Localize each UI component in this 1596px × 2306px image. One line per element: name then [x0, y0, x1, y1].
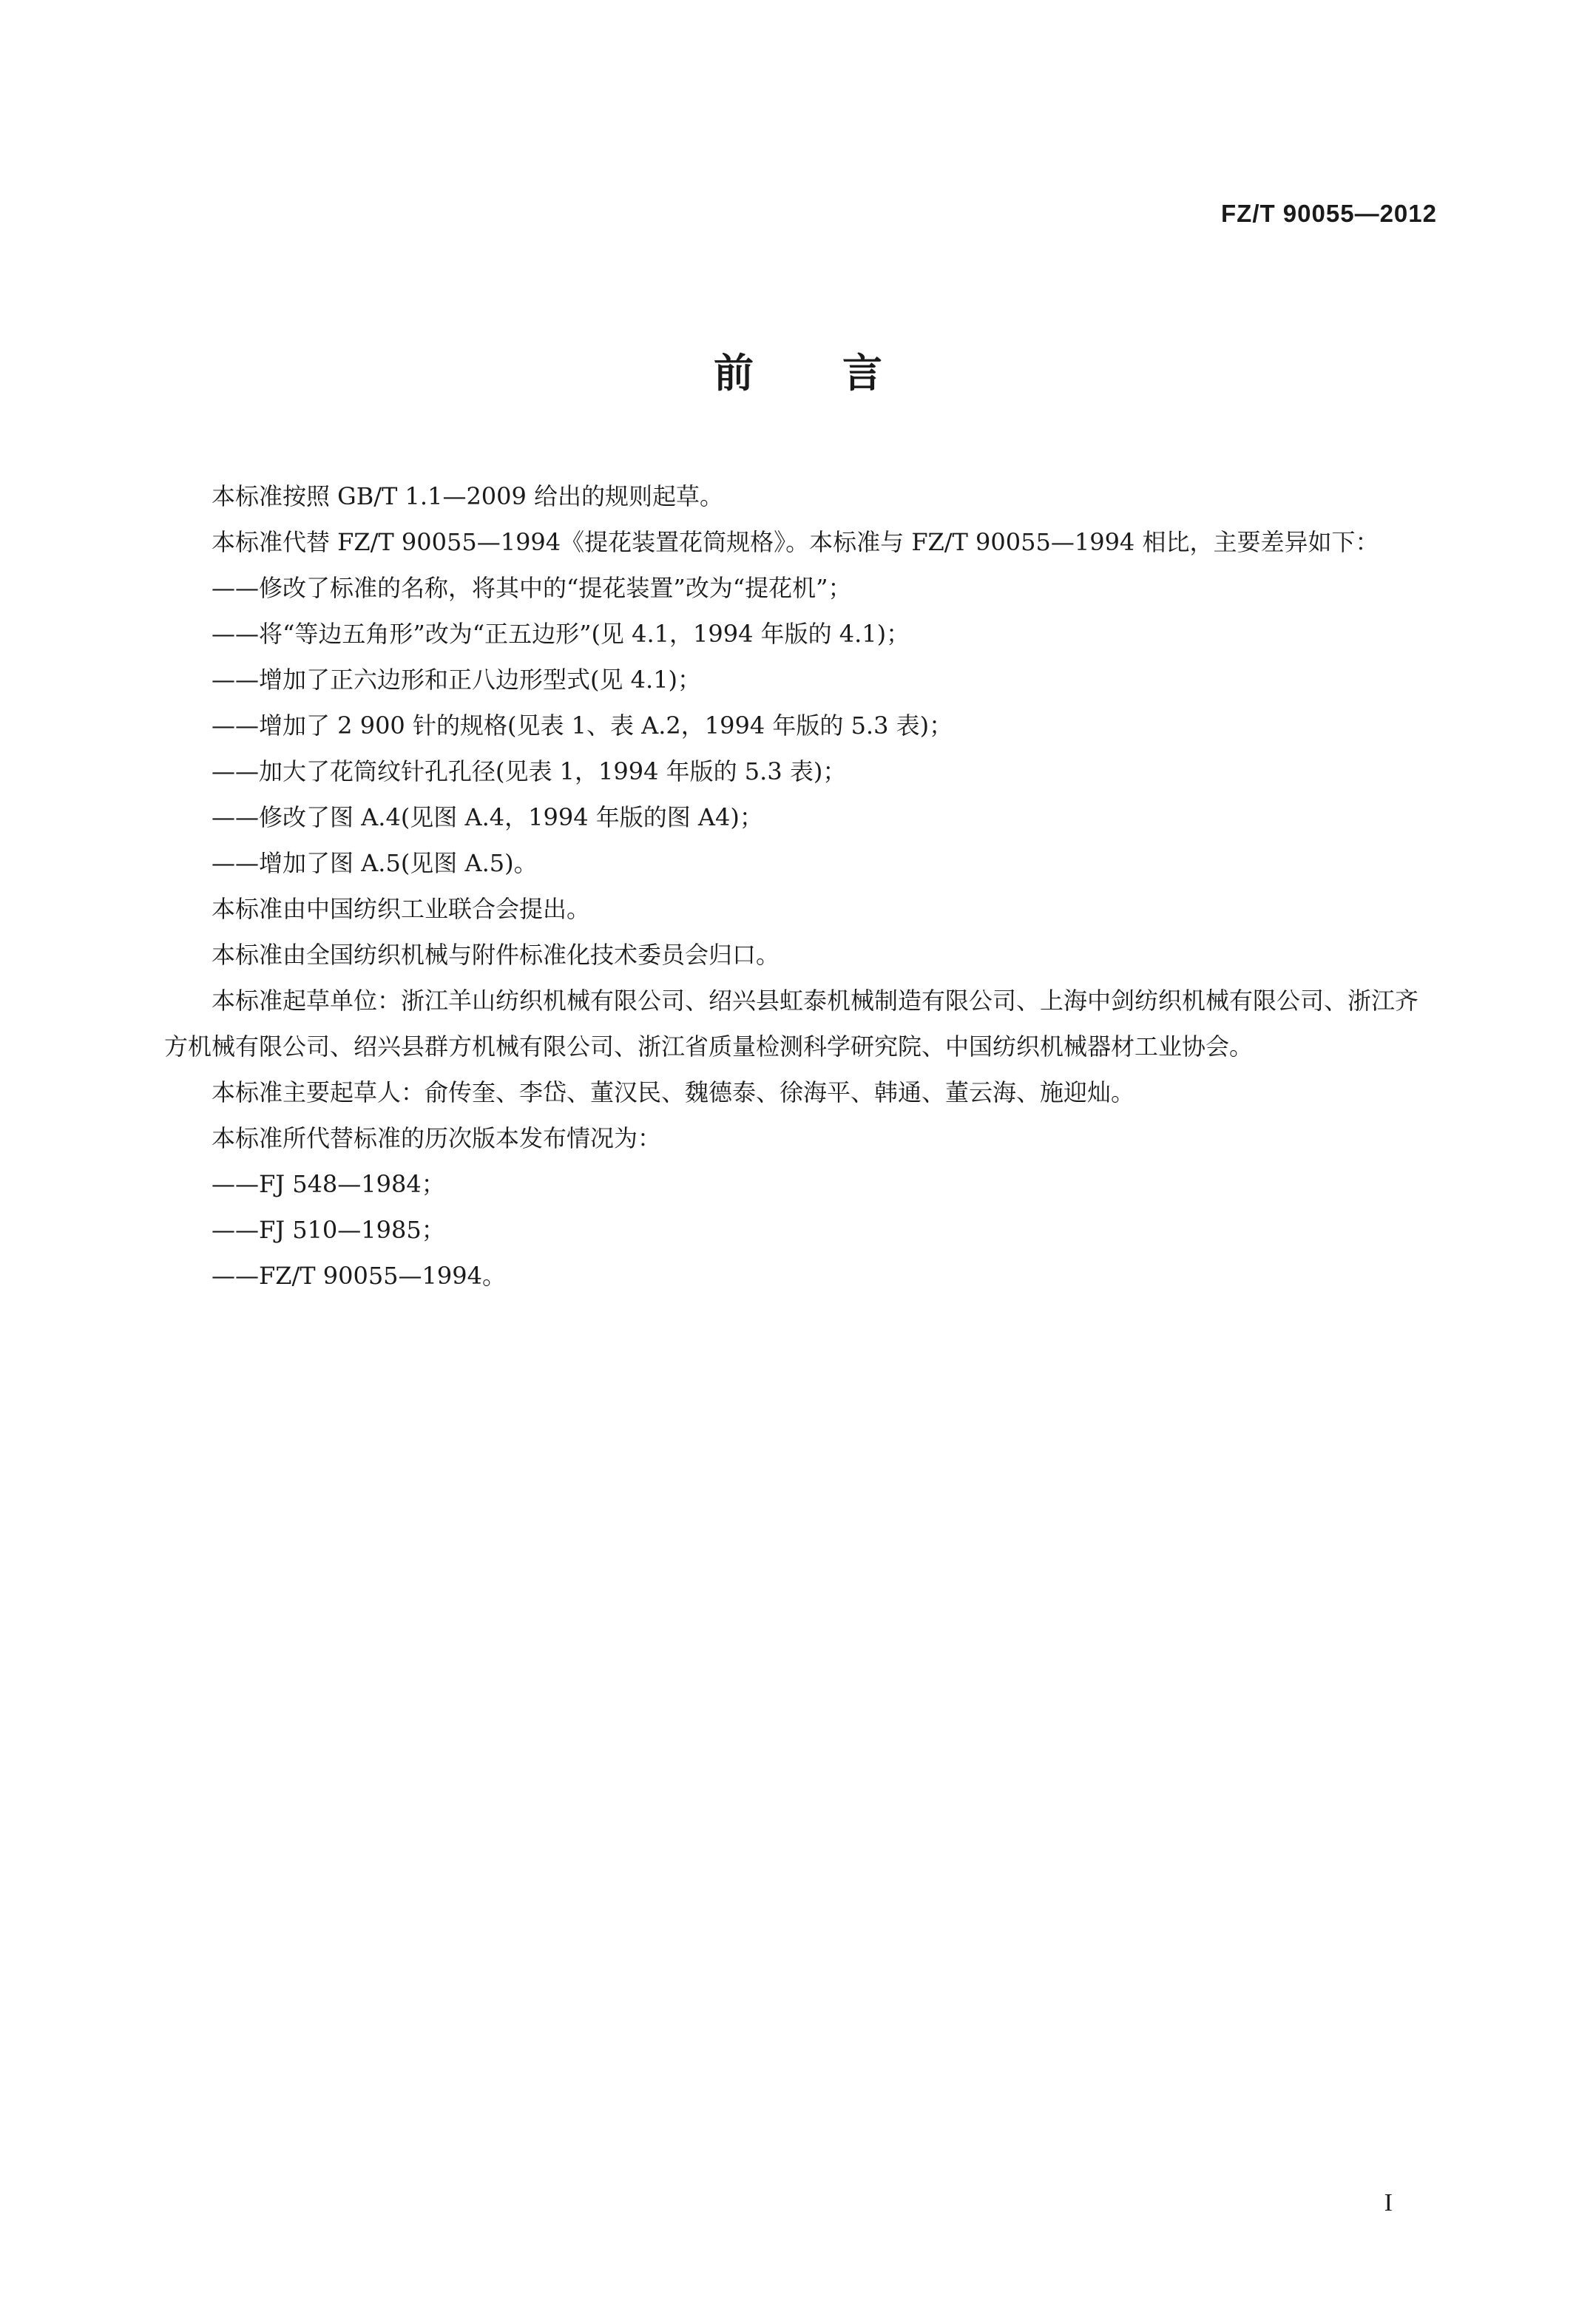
change-item-5: ——加大了花筒纹针孔孔径(见表 1，1994 年版的 5.3 表)；: [212, 757, 847, 785]
paragraph-proposer: 本标准由中国纺织工业联合会提出。: [212, 895, 591, 923]
change-item-3: ——增加了正六边形和正八边形型式(见 4.1)；: [212, 666, 702, 694]
paragraph-history-intro: 本标准所代替标准的历次版本发布情况为：: [212, 1124, 662, 1152]
history-item-2: ——FJ 510—1985；: [212, 1216, 445, 1244]
foreword-body: [164, 473, 1438, 1299]
change-item-6: ——修改了图 A.4(见图 A.4，1994 年版的图 A4)；: [212, 803, 763, 831]
standard-code: FZ/T 90055—2012: [1221, 200, 1437, 227]
change-item-4: ——增加了 2 900 针的规格(见表 1、表 A.2，1994 年版的 5.3 表)；: [212, 711, 953, 740]
history-item-1: ——FJ 548—1984；: [212, 1170, 445, 1198]
change-item-2: ——将“等边五角形”改为“正五边形”(见 4.1，1994 年版的 4.1)；: [212, 620, 910, 648]
paragraph-centralized: 本标准由全国纺织机械与附件标准化技术委员会归口。: [212, 941, 780, 969]
paragraph-replacement: 本标准代替 FZ/T 90055—1994《提花装置花筒规格》。本标准与 FZ/T 90055—1994 相比，主要差异如下：: [212, 528, 1379, 556]
page-title: 前言: [714, 350, 971, 396]
history-item-3: ——FZ/T 90055—1994。: [212, 1262, 506, 1290]
page-number: I: [1384, 2189, 1393, 2217]
paragraph-drafting-rules: 本标准按照 GB/T 1.1—2009 给出的规则起草。: [212, 482, 724, 510]
paragraph-drafters: 本标准主要起草人：俞传奎、李岱、董汉民、魏德泰、徐海平、韩通、董云海、施迎灿。: [212, 1078, 1135, 1106]
change-item-1: ——修改了标准的名称，将其中的“提花装置”改为“提花机”；: [212, 574, 852, 602]
paragraph-drafting-units: 本标准起草单位：浙江羊山纺织机械有限公司、绍兴县虹泰机械制造有限公司、上海中剑纺织机械有限公司、浙江齐方机械有限公司、绍兴县群方机械有限公司、浙江省质量检测科学研究院、中国纺织机械器材工业协会。: [164, 987, 1419, 1061]
change-item-7: ——增加了图 A.5(见图 A.5)。: [212, 849, 538, 877]
